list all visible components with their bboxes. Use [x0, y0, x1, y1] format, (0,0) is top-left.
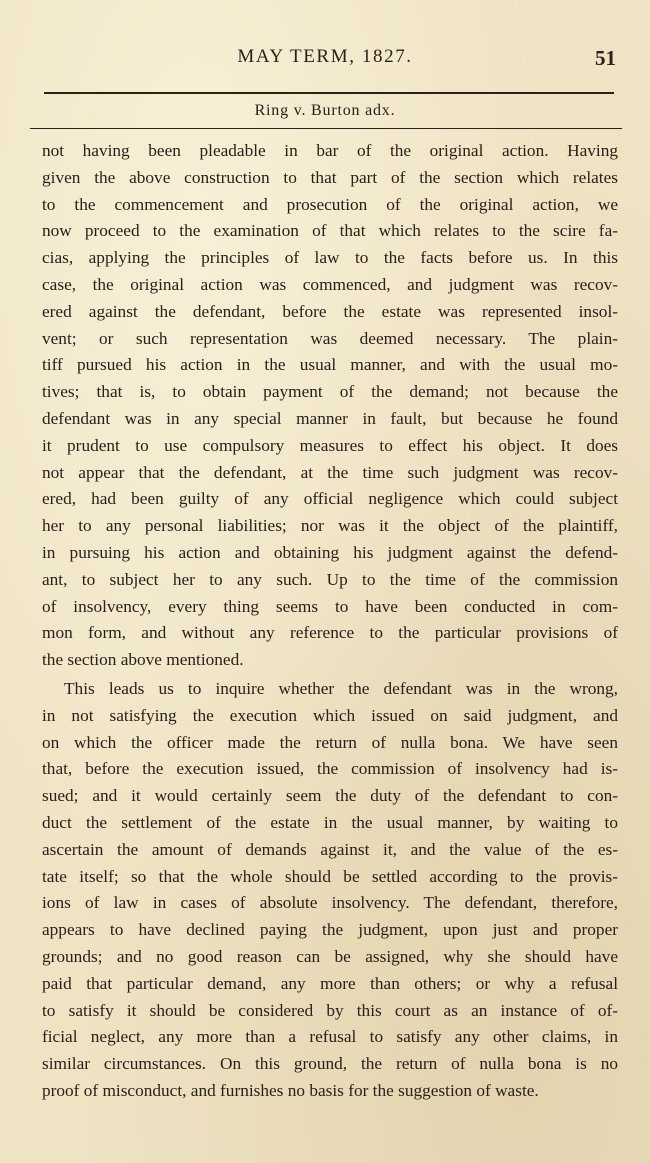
- text-line: not appear that the defendant, at the time such judgment was recov-: [42, 462, 618, 482]
- body-text: [42, 138, 618, 1105]
- text-line: similar circumstances. On this ground, the return of nulla bona is no: [42, 1054, 618, 1074]
- text-line: to satisfy it should be considered by this court as an instance of of-: [42, 1000, 618, 1020]
- text-line: appears to have declined paying the judgment, upon just and proper: [42, 920, 618, 940]
- text-line: sued; and it would certainly seem the duty of the defendant to con-: [42, 786, 618, 806]
- text-line: cias, applying the principles of law to the facts before us. In this: [42, 248, 618, 268]
- running-head-title: MAY TERM, 1827.: [237, 46, 413, 67]
- text-line: ered, had been guilty of any official negligence which could subject: [42, 489, 618, 509]
- text-line: defendant was in any special manner in fault, but because he found: [42, 408, 618, 428]
- text-line: of insolvency, every thing seems to have been conducted in com-: [42, 596, 618, 616]
- header-rule-top: [44, 92, 614, 94]
- text-line: it prudent to use compulsory measures to effect his object. It does: [42, 435, 618, 455]
- text-line: mon form, and without any reference to the particular provisions of: [42, 623, 618, 643]
- text-line: ascertain the amount of demands against it, and the value of the es-: [42, 839, 618, 859]
- text-line: vent; or such representation was deemed necessary. The plain-: [42, 328, 618, 348]
- text-line: to the commencement and prosecution of the original action, we: [42, 194, 618, 214]
- running-head: [0, 44, 650, 74]
- text-line: now proceed to the examination of that which relates to the scire fa-: [42, 221, 618, 241]
- text-line: ficial neglect, any more than a refusal to satisfy any other claims, in: [42, 1027, 618, 1047]
- paragraph-first-line: This leads us to inquire whether the defendant was in the wrong,: [64, 678, 618, 698]
- text-line: ions of law in cases of absolute insolvency. The defendant, therefore,: [42, 893, 618, 913]
- text-line: tives; that is, to obtain payment of the demand; not because the: [42, 382, 618, 402]
- text-line: tiff pursued his action in the usual manner, and with the usual mo-: [42, 355, 618, 375]
- case-title: Ring v. Burton adx.: [254, 102, 396, 119]
- text-line: in pursuing his action and obtaining his judgment against the defend-: [42, 542, 618, 562]
- text-line: grounds; and no good reason can be assigned, why she should have: [42, 946, 618, 966]
- text-line: ered against the defendant, before the estate was represented insol-: [42, 301, 618, 321]
- text-line: paid that particular demand, any more than others; or why a refusal: [42, 973, 618, 993]
- text-line: that, before the execution issued, the commission of insolvency had is-: [42, 759, 618, 779]
- text-line: in not satisfying the execution which issued on said judgment, and: [42, 705, 618, 725]
- text-line: her to any personal liabilities; nor was it the object of the plaintiff,: [42, 516, 618, 536]
- text-line: case, the original action was commenced, and judgment was recov-: [42, 274, 618, 294]
- text-line: not having been pleadable in bar of the original action. Having: [42, 141, 618, 160]
- text-line: on which the officer made the return of nulla bona. We have seen: [42, 732, 618, 752]
- text-line: tate itself; so that the whole should be settled according to the provis-: [42, 866, 618, 886]
- page-number: 51: [595, 46, 616, 70]
- text-line: duct the settlement of the estate in the usual manner, by waiting to: [42, 812, 618, 832]
- paragraph-last-line: the section above mentioned.: [42, 650, 244, 670]
- header-rule-bottom: [30, 128, 622, 129]
- paragraph-last-line: proof of misconduct, and furnishes no basis for the suggestion of waste.: [42, 1080, 539, 1100]
- text-line: ant, to subject her to any such. Up to the time of the commission: [42, 569, 618, 589]
- text-line: given the above construction to that part of the section which relates: [42, 167, 618, 187]
